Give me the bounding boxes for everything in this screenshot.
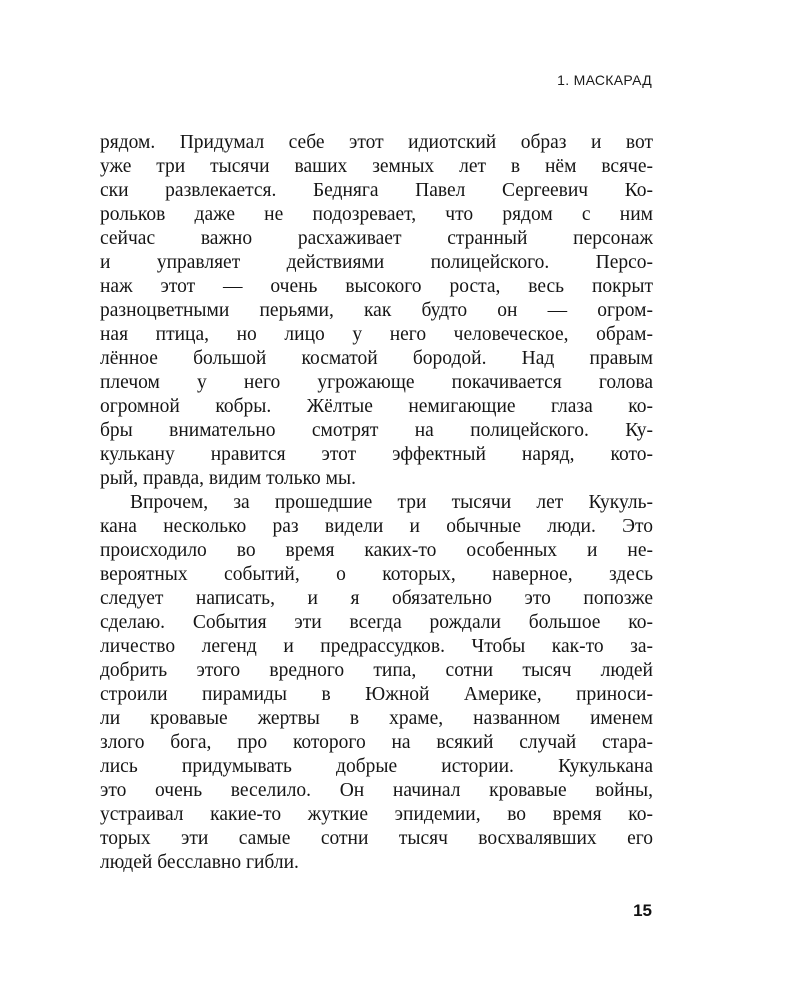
text-line: сейчас важно расхаживает странный персонаж bbox=[100, 228, 653, 249]
paragraph-1 bbox=[100, 131, 653, 491]
text-line: лённое большой косматой бородой. Над правым bbox=[100, 348, 653, 369]
text-line: сделаю. События эти всегда рождали большое ко- bbox=[100, 612, 653, 633]
text-line: это очень веселило. Он начинал кровавые войны, bbox=[100, 780, 653, 801]
text-line: рядом. Придумал себе этот идиотский образ и вот bbox=[100, 132, 653, 153]
text-line: уже три тысячи ваших земных лет в нём всяче- bbox=[100, 156, 653, 177]
body-text bbox=[100, 131, 653, 875]
text-line: личество легенд и предрассудков. Чтобы как-то за- bbox=[100, 636, 653, 657]
running-header: 1. МАСКАРАД bbox=[557, 72, 652, 88]
page-number: 15 bbox=[633, 901, 652, 920]
text-line: торых эти самые сотни тысяч восхвалявших его bbox=[100, 828, 653, 849]
text-line: разноцветными перьями, как будто он — огром- bbox=[100, 300, 653, 321]
text-line: добрить этого вредного типа, сотни тысяч людей bbox=[100, 660, 653, 681]
text-line: ная птица, но лицо у него человеческое, обрам- bbox=[100, 324, 653, 345]
paragraph-2 bbox=[100, 491, 653, 875]
text-line: вероятных событий, о которых, наверное, здесь bbox=[100, 564, 653, 585]
text-line: рольков даже не подозревает, что рядом с ним bbox=[100, 204, 653, 225]
text-line: кулькану нравится этот эффектный наряд, кото- bbox=[100, 444, 653, 465]
text-line: кана несколько раз видели и обычные люди. Это bbox=[100, 516, 653, 537]
text-line: и управляет действиями полицейского. Персо- bbox=[100, 252, 653, 273]
text-line: плечом у него угрожающе покачивается голова bbox=[100, 372, 653, 393]
text-line: происходило во время каких-то особенных и не- bbox=[100, 540, 653, 561]
text-line: лись придумывать добрые истории. Кукулькана bbox=[100, 756, 653, 777]
text-line: ли кровавые жертвы в храме, названном именем bbox=[100, 708, 653, 729]
text-line: следует написать, и я обязательно это попозже bbox=[100, 588, 653, 609]
text-line: злого бога, про которого на всякий случай стара- bbox=[100, 732, 653, 753]
text-line: наж этот — очень высокого роста, весь покрыт bbox=[100, 276, 653, 297]
text-line: бры внимательно смотрят на полицейского. Ку- bbox=[100, 420, 653, 441]
text-line: ски развлекается. Бедняга Павел Сергеевич Ко- bbox=[100, 180, 653, 201]
text-line: людей бесславно гибли. bbox=[100, 852, 299, 873]
text-line: Впрочем, за прошедшие три тысячи лет Кукуль- bbox=[130, 492, 653, 513]
text-line: рый, правда, видим только мы. bbox=[100, 468, 356, 489]
text-line: устраивал какие-то жуткие эпидемии, во время ко- bbox=[100, 804, 653, 825]
text-line: огромной кобры. Жёлтые немигающие глаза ко- bbox=[100, 396, 653, 417]
text-line: строили пирамиды в Южной Америке, приноси- bbox=[100, 684, 653, 705]
